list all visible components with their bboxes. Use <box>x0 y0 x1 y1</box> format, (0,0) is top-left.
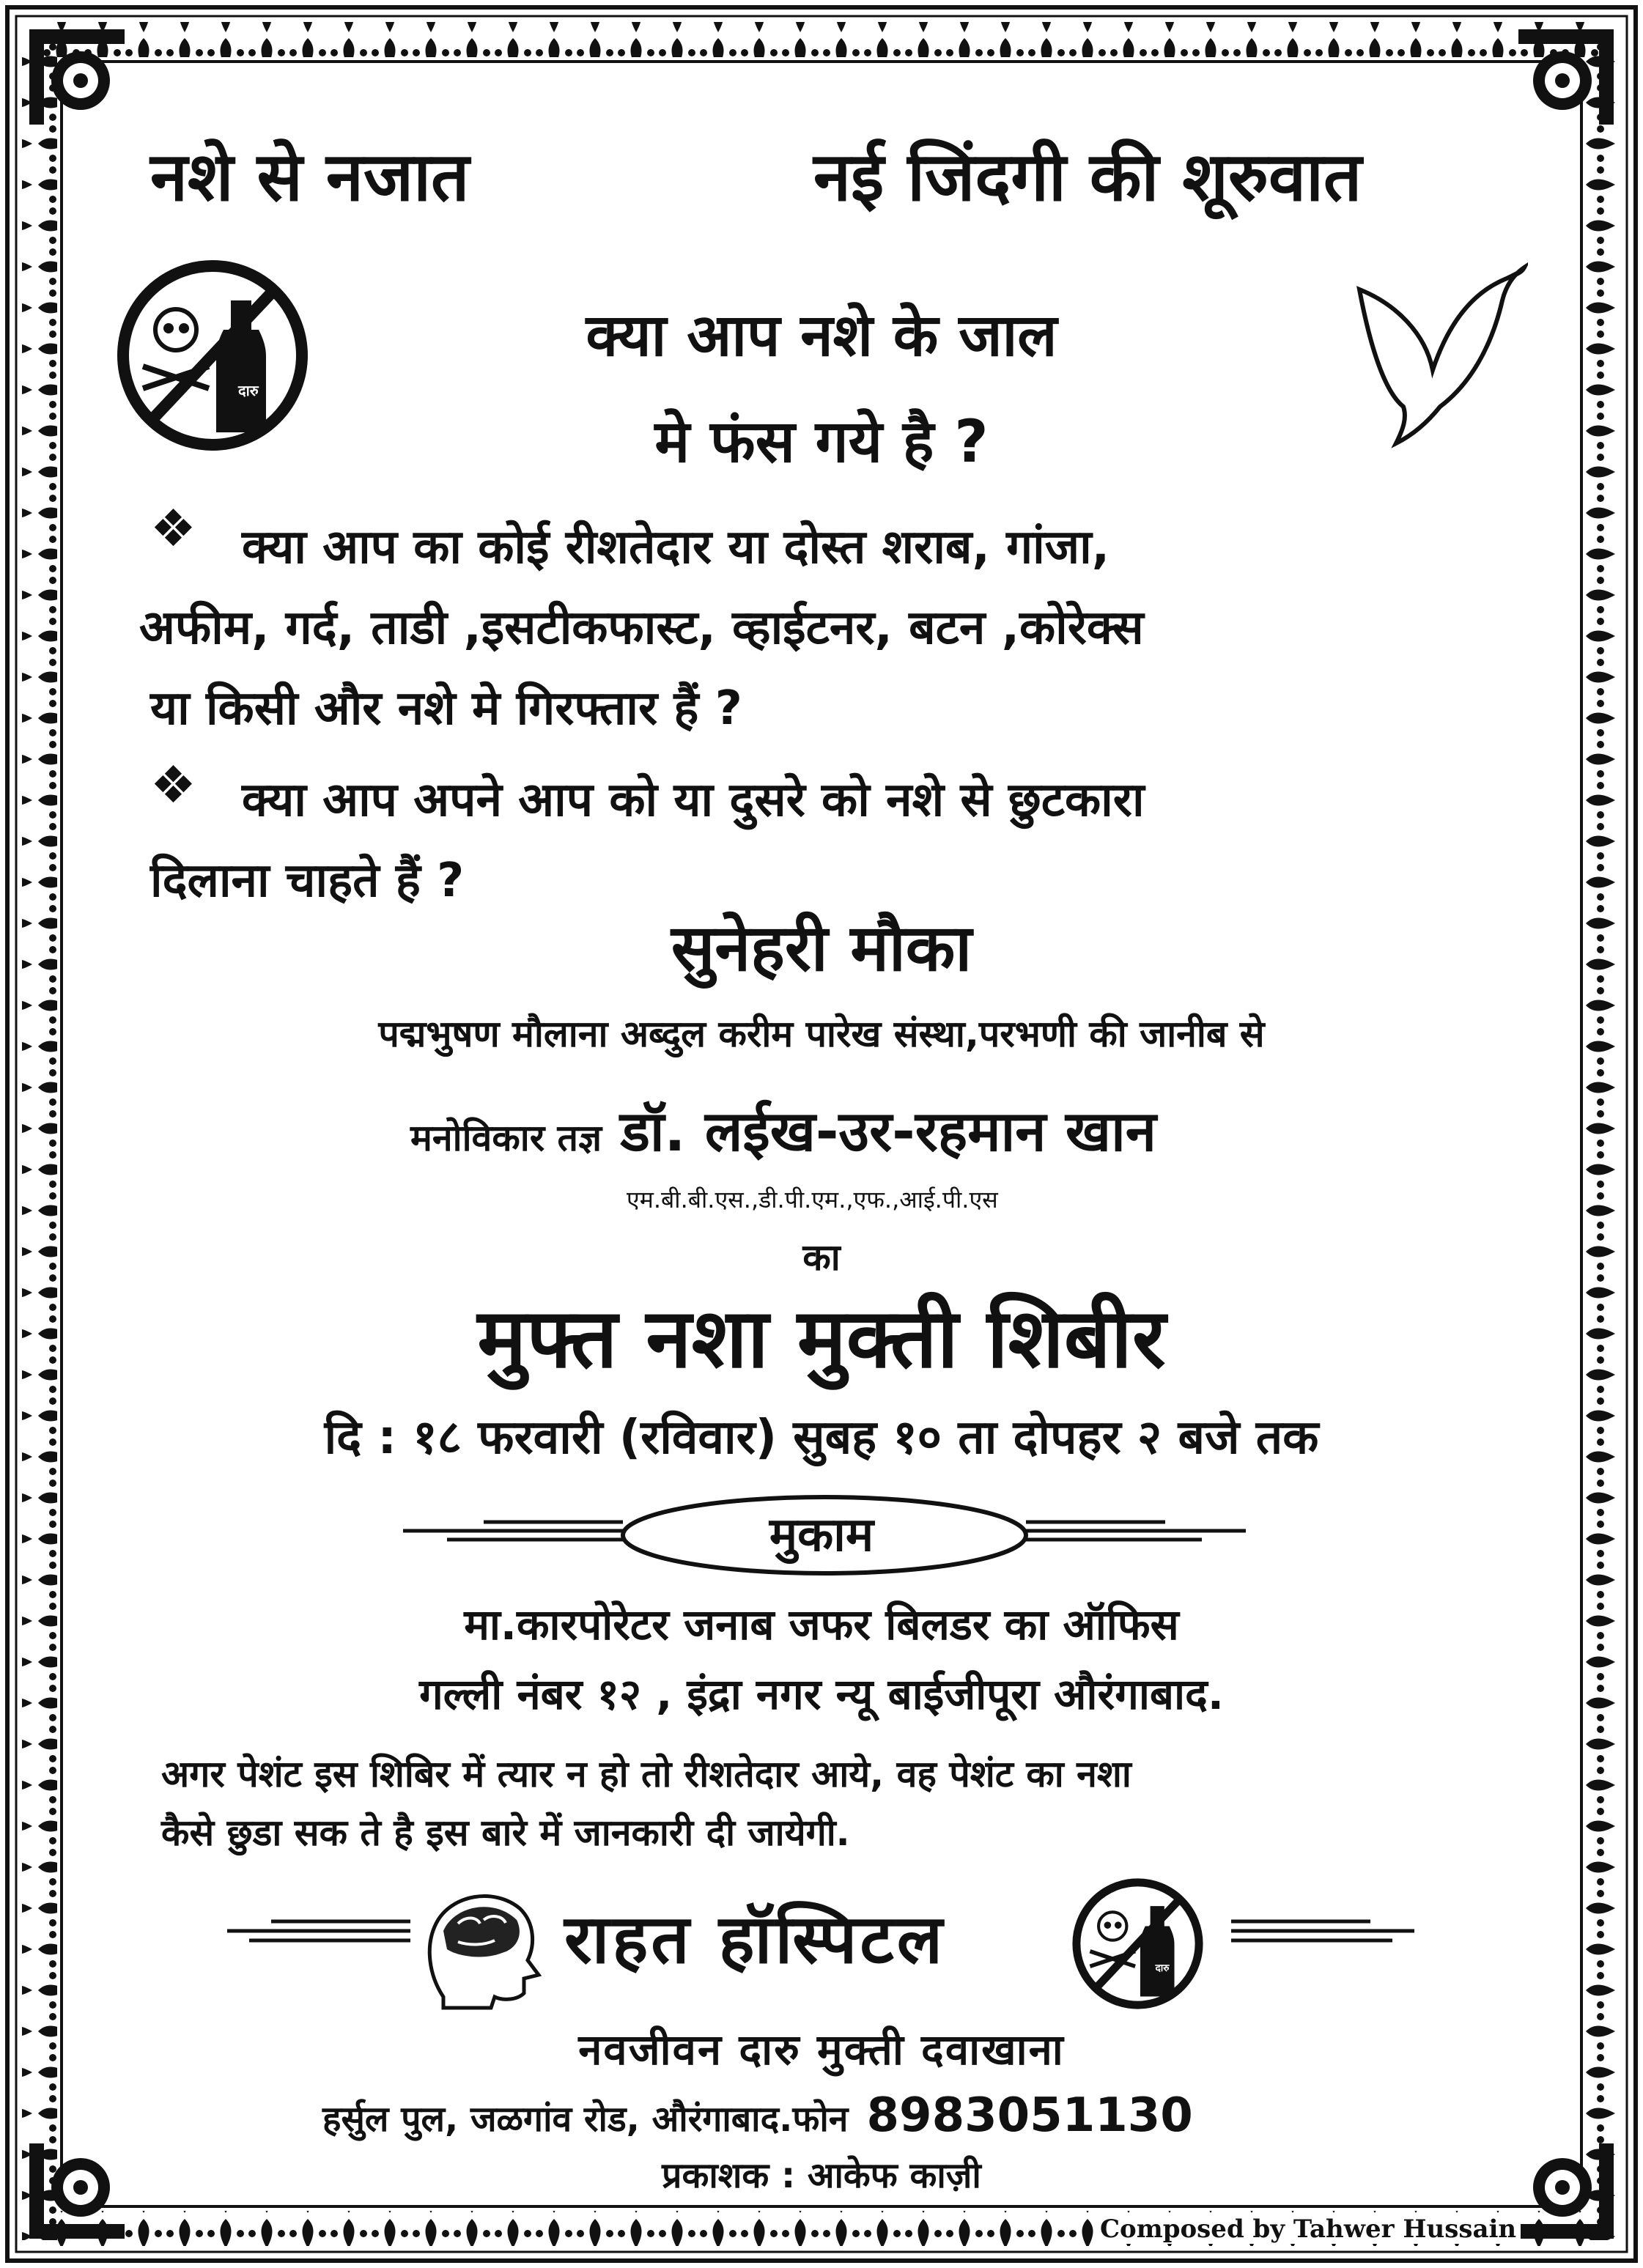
doctor-degrees: एम.बी.बी.एस.,डी.पी.एम.,एफ.,आई.पी.एस <box>627 1186 998 1214</box>
doctor-name: डॉ. लईख-उर-रहमान खान <box>620 1098 1156 1164</box>
no-alcohol-icon <box>1070 1876 1206 2012</box>
connector-ka: का <box>802 1236 841 1279</box>
composer-credit: Composed by Tahwer Hussain <box>1096 2215 1521 2244</box>
bullet-1-line-2: अफीम, गर्द, ताडी ,इसटीकफास्ट, व्हाईटनर, बटन ,कोरेक्स <box>139 601 1144 655</box>
hospital-phone: 8983051130 <box>866 2088 1193 2143</box>
camp-date: दि : १८ फरवारी (रविवार) सुबह १० ता दोपहर २ बजे तक <box>324 1411 1319 1465</box>
note-line-2: कैसे छुडा सक ते है इस बारे में जानकारी दी जायेगी. <box>161 1811 850 1854</box>
venue-line-2: गल्ली नंबर १२ , इंद्रा नगर न्यू बाईजीपूरा औरंगाबाद. <box>419 1669 1224 1719</box>
bullet-2-line-2: दिलाना चाहते हैं ? <box>150 854 465 908</box>
bottle-label: दारु <box>238 382 259 399</box>
organization-line: पद्मभुषण मौलाना अब्दुल करीम पारेख संस्था,परभणी की जानीब से <box>378 1013 1265 1055</box>
brain-head-icon <box>414 1880 546 2012</box>
diamond-bullet-icon: ❖ <box>150 755 196 815</box>
question-line-2: मे फंस गये है ? <box>654 407 989 476</box>
slogan-right: नई जिंदगी की शूरुवात <box>813 138 1362 216</box>
slogan-left: नशे से नजात <box>150 138 470 216</box>
bottle-label: दारु <box>1155 1962 1170 1975</box>
hospital-address: हर्सुल पुल, जळगांव रोड, औरंगाबाद.फोन <box>322 2099 849 2140</box>
doctor-prefix: मनोविकार तज्ञ <box>410 1117 602 1159</box>
venue-line-1: मा.कारपोरेटर जनाब जफर बिलडर का ऑफिस <box>464 1600 1179 1650</box>
venue-label: मुकाम <box>769 1508 874 1562</box>
note-line-1: अगर पेशंट इस शिबिर में त्यार न हो तो रीशतेदार आये, वह पेशंट का नशा <box>161 1753 1131 1795</box>
hospital-contact <box>322 2088 1193 2143</box>
doctor-line <box>410 1092 1156 1167</box>
bullet-2-line-1: क्या आप अपने आप को या दुसरे को नशे से छुटकारा <box>242 773 1145 827</box>
bullet-1-line-3: या किसी और नशे मे गिरफ्तार हैं ? <box>150 681 742 736</box>
diamond-bullet-icon: ❖ <box>150 498 196 558</box>
publisher-credit: प्रकाशक : आकेफ काज़ी <box>662 2155 981 2196</box>
hospital-subtitle: नवजीवन दारु मुक्ती दवाखाना <box>578 2025 1065 2075</box>
camp-title: मुफ्त नशा मुक्ती शिबीर <box>477 1291 1166 1386</box>
bullet-1-line-1: क्या आप का कोई रीशतेदार या दोस्त शराब, गांजा, <box>242 520 1110 575</box>
question-line-1: क्या आप नशे के जाल <box>586 301 1057 369</box>
offer-heading: सुनेहरी मौका <box>671 910 972 986</box>
hospital-name: राहत हॉस्पिटल <box>564 1900 946 1979</box>
